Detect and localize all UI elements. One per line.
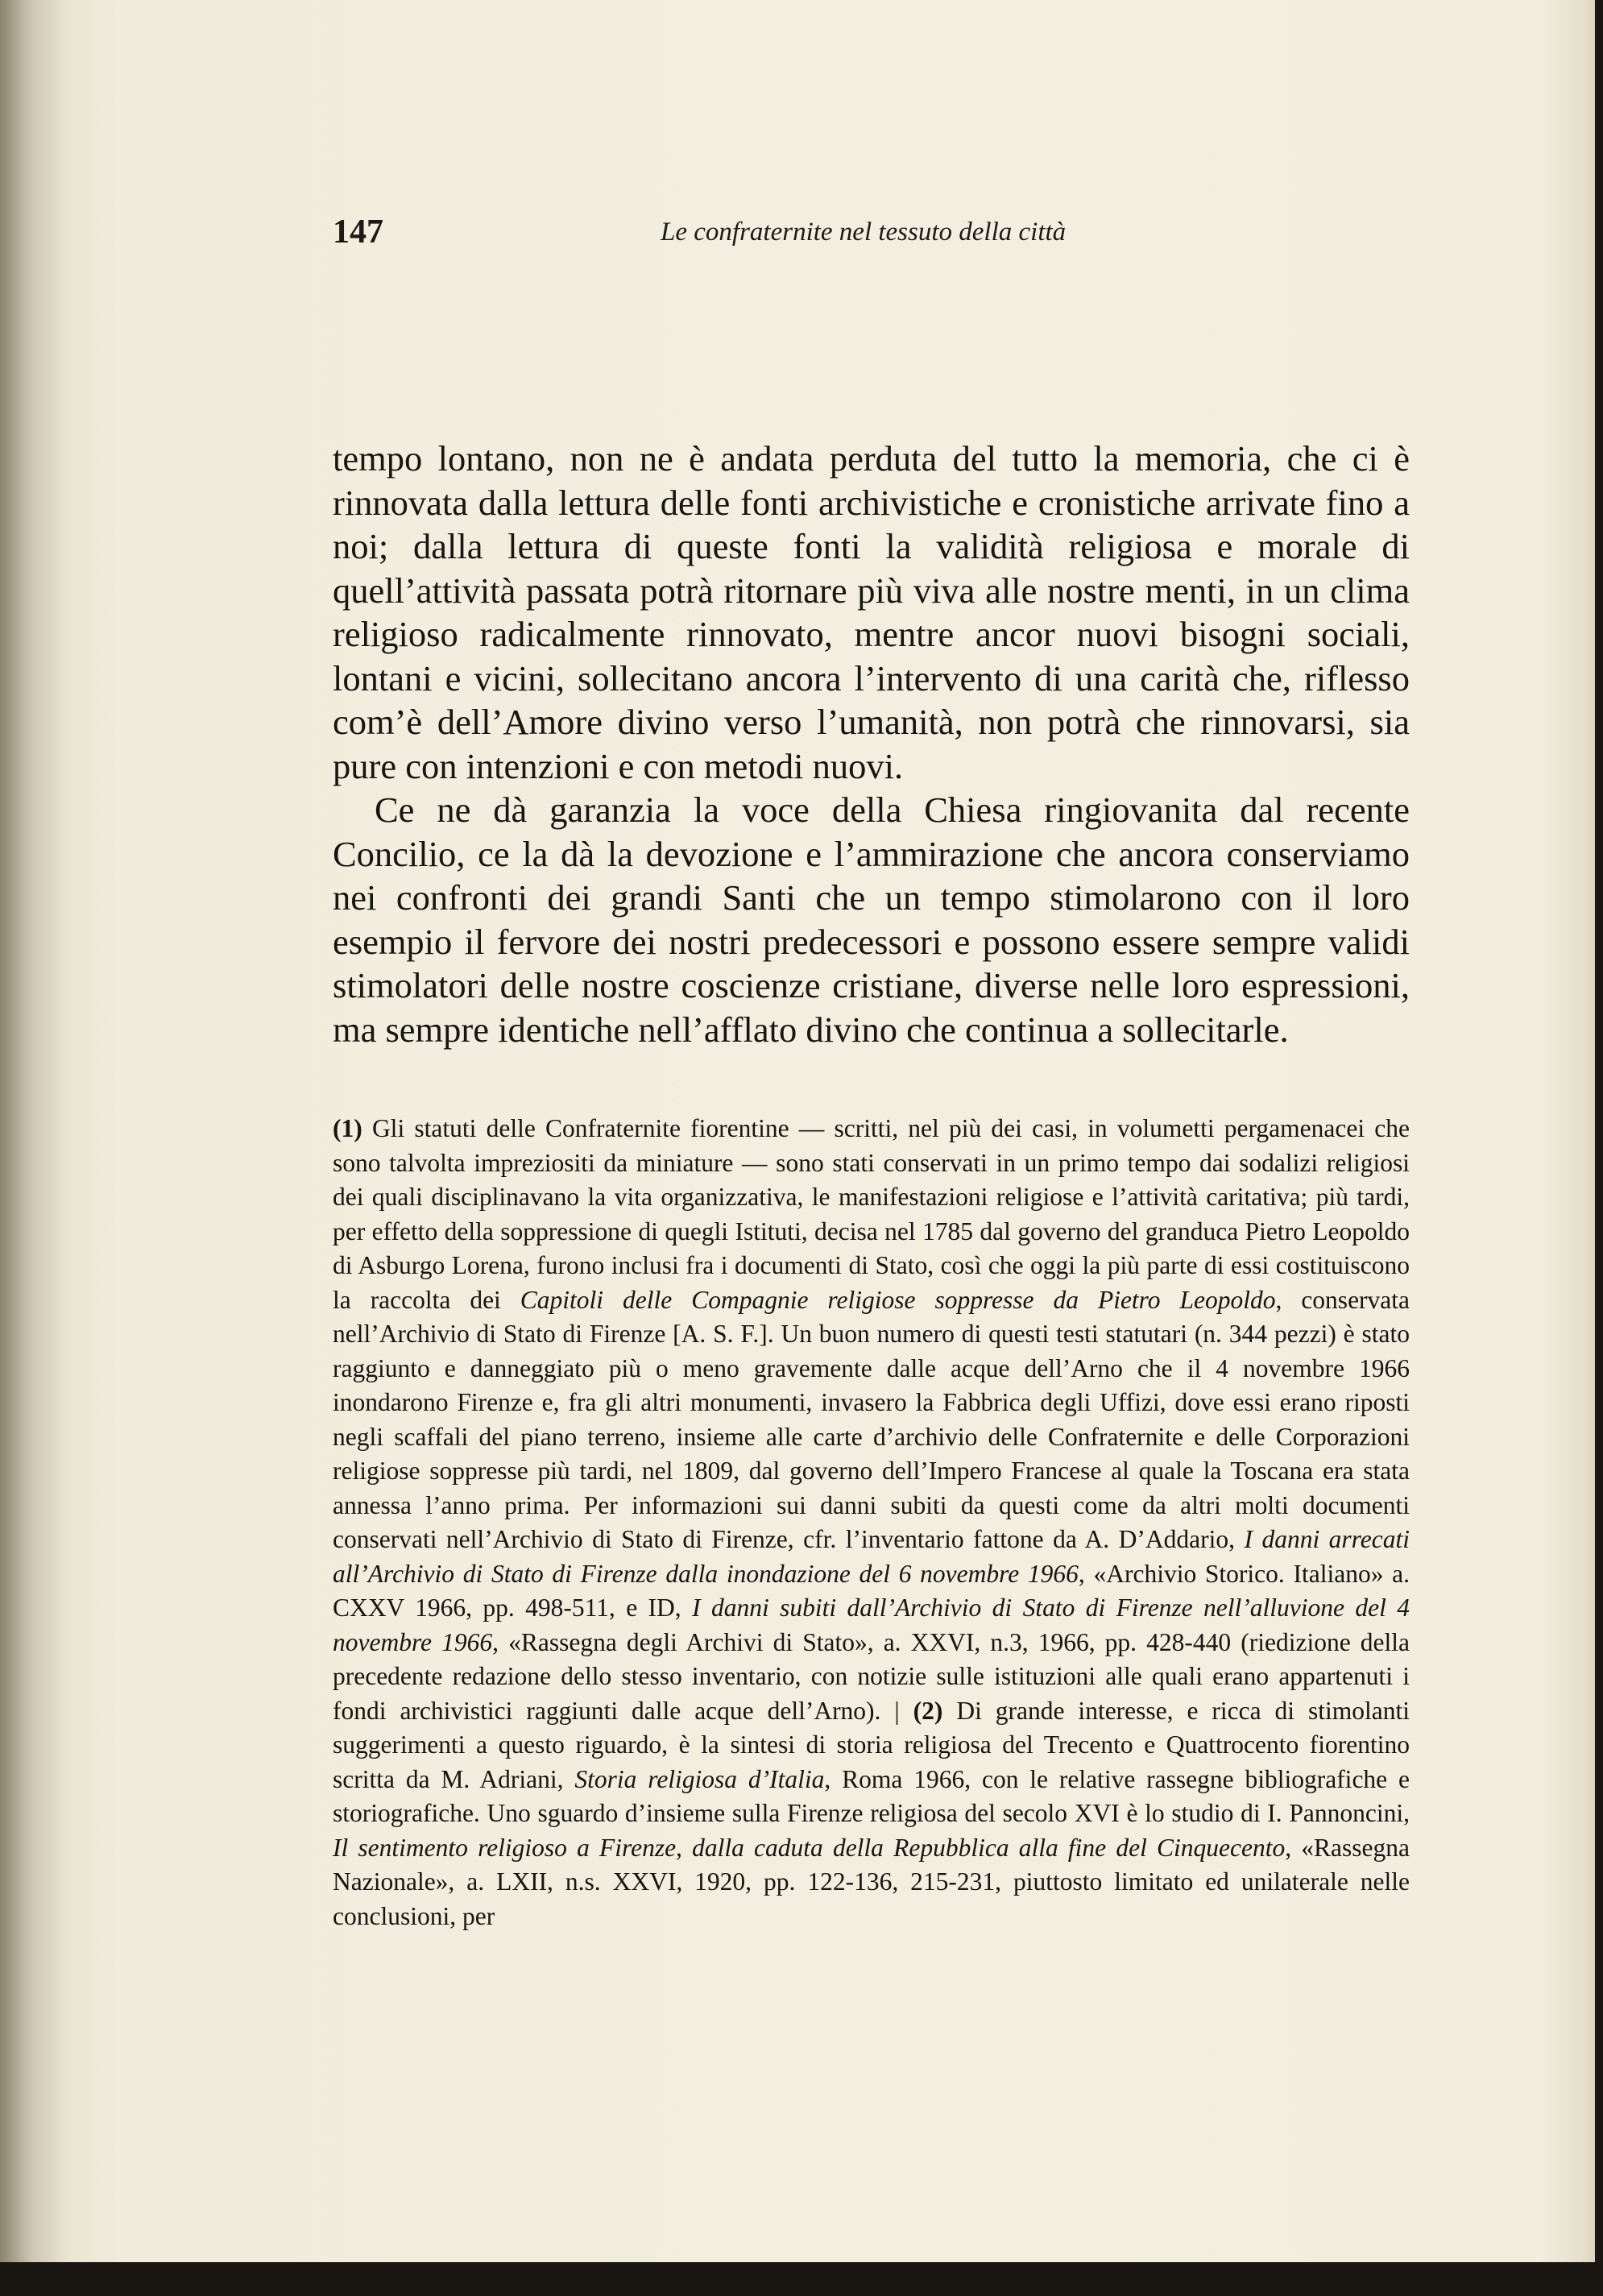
footnote-2-text-b: , Roma 1966, con le relative rassegne bibliografiche e storiografiche. Uno sguardo d’insieme sulla Firenze religiosa del secolo XVI è lo studio di I. Pannoncini, — [333, 1764, 1410, 1827]
main-text — [333, 437, 1410, 1051]
footnote-1-text-a: Gli statuti delle Confraternite fiorentine — scritti, nel più dei casi, in volumetti pergamenacei che sono talvolta impreziositi da miniature — sono stati conservati in un primo tempo dai sodalizi religiosi dei quali disciplinavano la vita organizzativa, le manifestazioni religiose e l’attività caritativa; più tardi, per effetto della soppressione di quegli Istituti, decisa nel 1785 dal governo del granduca Pietro Leopoldo di Asburgo Lorena, furono inclusi fra i documenti di Stato, così che oggi la più parte di essi costituiscono la raccolta dei — [333, 1114, 1410, 1314]
body-paragraph-2: Ce ne dà garanzia la voce della Chiesa ringiovanita dal recente Concilio, ce la dà la devozione e l’ammirazione che ancora conserviamo nei confronti dei grandi Santi che un tempo stimolarono con il loro esempio il fervore dei nostri predecessori e possono essere sempre validi stimolatori delle nostre coscienze cristiane, diverse nelle loro espressioni, ma sempre identiche nell’afflato divino che continua a sollecitarle. — [333, 790, 1410, 1050]
page-number: 147 — [333, 213, 383, 251]
footnote-1-text-b: , conservata nell’Archivio di Stato di Firenze [A. S. F.]. Un buon numero di questi testi statutari (n. 344 pezzi) è stato raggiunto e danneggiato più o meno gravemente dalle acque dell’Arno che il 4 novembre 1966 inondarono Firenze e, fra gli altri monumenti, invasero la Fabbrica degli Uffizi, dove essi erano riposti negli scaffali del piano terreno, insieme alle carte d’archivio delle Confraternite e delle Corporazioni religiose soppresse più tardi, nel 1809, dal governo dell’Impero Francese al quale la Toscana era stata annessa l’anno prima. Per informazioni sui danni subiti da questi come da altri molti documenti conservati nell’Archivio di Stato di Firenze, cfr. l’inventario fattone da A. D’Addario, — [333, 1285, 1410, 1553]
footnote-1-text-d: , «Rassegna degli Archivi di Stato», a. XXVI, n.3, 1966, pp. 428-440 (riedizione della precedente redazione dello stesso inventario, con notizie sulle istituzioni alle quali erano appartenuti i fondi archivistici raggiunti dalle acque dell’Arno). — [333, 1627, 1410, 1725]
footnote-block — [333, 1112, 1410, 1933]
footnotes — [333, 1112, 1410, 1933]
page-bottom-edge — [0, 2262, 1603, 2296]
book-gutter-shadow — [0, 0, 72, 2296]
footnote-1-title-a: Capitoli delle Compagnie religiose soppresse da Pietro Leopoldo — [520, 1285, 1276, 1314]
footnote-2-title-a: Storia religiosa d’Italia — [574, 1764, 825, 1793]
footnote-separator: | — [894, 1696, 900, 1725]
running-title: Le confraternite nel tessuto della città — [661, 218, 1067, 247]
page-header — [333, 208, 1410, 256]
footnote-2-text-a: Di grande interesse, e ricca di stimolanti suggerimenti a questo riguardo, è la sintesi di storia religiosa del Trecento e Quattrocento fiorentino scritta da M. Adriani, — [333, 1696, 1410, 1793]
footnote-1-title-c: I danni subiti dall’Archivio di Stato di Firenze nell’alluvione del 4 novembre 1966 — [333, 1594, 1410, 1656]
footnote-2-text-c: , «Rassegna Nazionale», a. LXII, n.s. XXVI, 1920, pp. 122-136, 215-231, piuttosto limitato ed unilaterale nelle conclusioni, per — [333, 1833, 1410, 1930]
footnote-1-number: (1) — [333, 1114, 362, 1142]
footnote-2-number: (2) — [913, 1696, 943, 1725]
footnote-1-title-b: I danni arrecati all’Archivio di Stato di Firenze dalla inondazione del 6 novembre 1966 — [333, 1525, 1410, 1588]
footnote-1-text-c: , «Archivio Storico. Italiano» a. CXXV 1966, pp. 498-511, e ID, — [333, 1559, 1410, 1622]
footnote-2-title-b: Il sentimento religioso a Firenze, dalla caduta della Repubblica alla fine del Cinquecento — [333, 1833, 1286, 1862]
page-right-edge — [1595, 0, 1603, 2296]
body-paragraph-1: tempo lontano, non ne è andata perduta del tutto la memoria, che ci è rinnovata dalla lettura delle fonti archivistiche e cronistiche arrivate fino a noi; dalla lettura di queste fonti la validità religiosa e morale di quell’attività passata potrà ritornare più viva alle nostre menti, in un clima religioso radicalmente rinnovato, mentre ancor nuovi bisogni sociali, lontani e vicini, sollecitano ancora l’intervento di una carità che, riflesso com’è dell’Amore divino verso l’umanità, non potrà che rinnovarsi, sia pure con intenzioni e con metodi nuovi. — [333, 438, 1410, 786]
